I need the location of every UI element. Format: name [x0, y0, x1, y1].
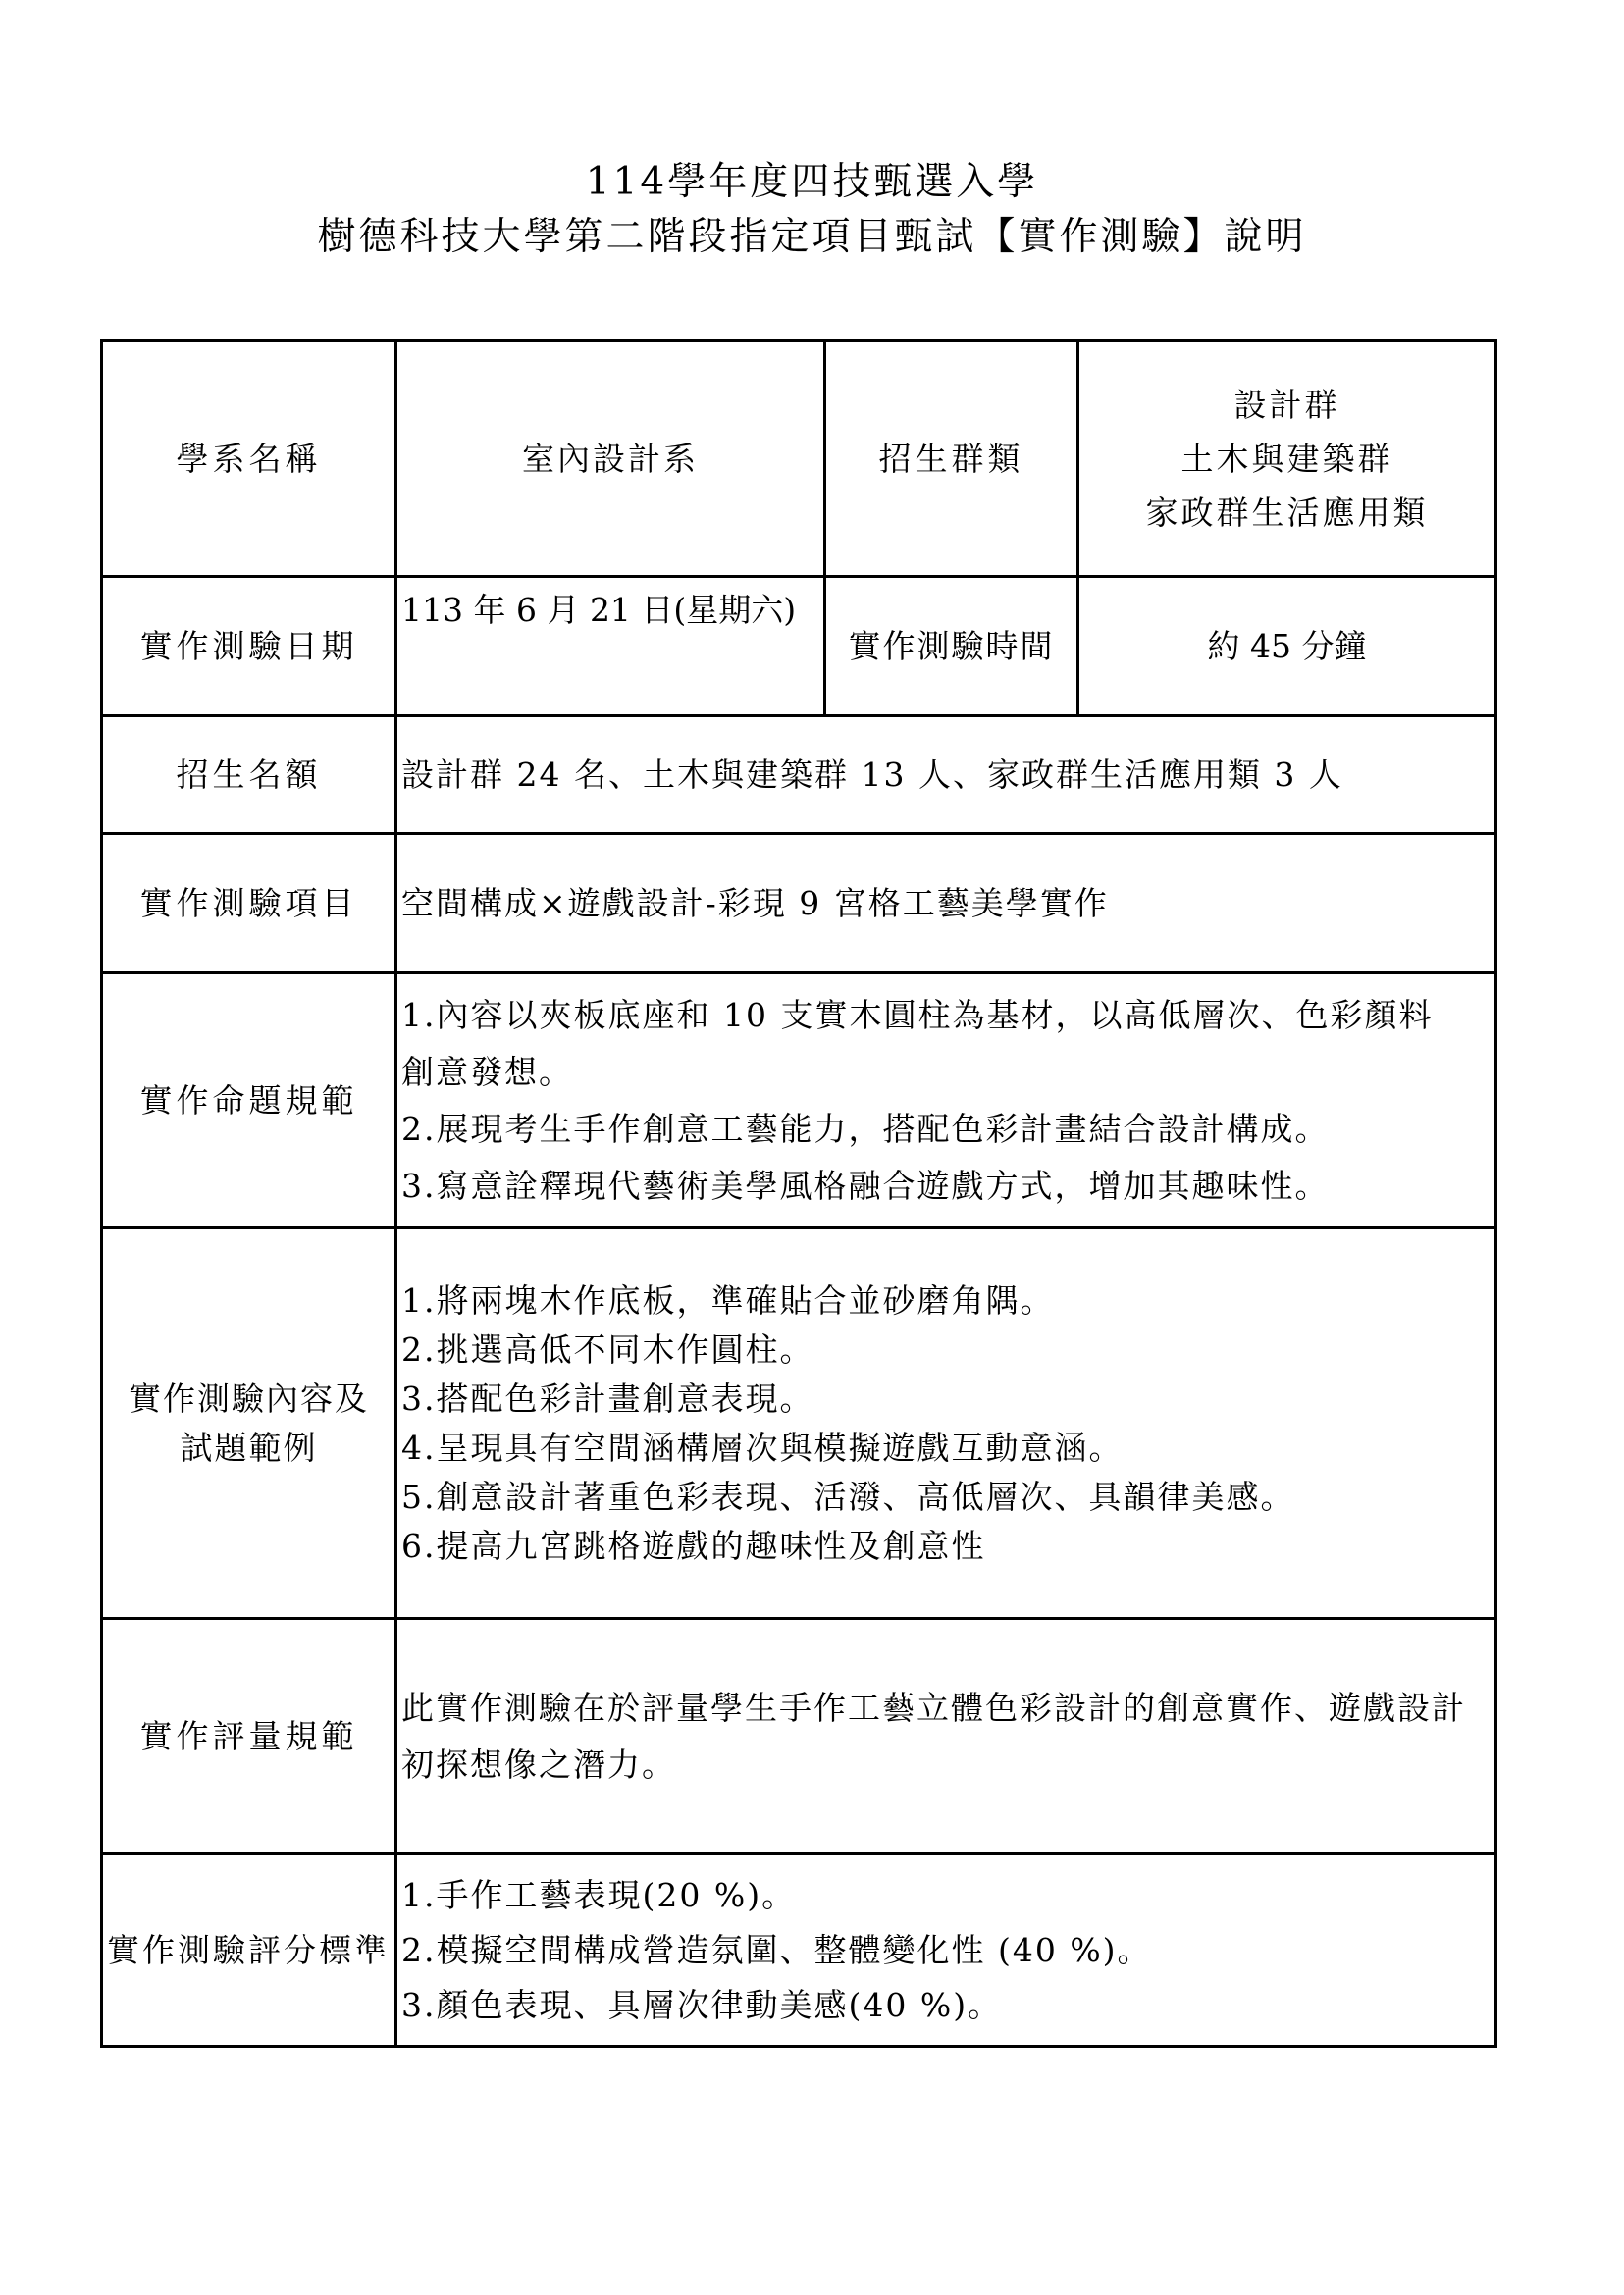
spec-item-1: 1.內容以夾板底座和 10 支實木圓柱為基材，以高低層次、色彩顏料創意發想。 — [401, 995, 1434, 1091]
content-label — [102, 1228, 396, 1619]
dept-value: 室內設計系 — [396, 341, 825, 577]
document-title-line-2: 樹德科技大學第二階段指定項目甄試【實作測驗】說明 — [317, 215, 1307, 259]
score-item-2: 2.模擬空間構成營造氛圍、整體變化性 (40 %)。 — [401, 1930, 1152, 1969]
quota-label: 招生名額 — [102, 716, 396, 834]
quota-value: 設計群 24 名、土木與建築群 13 人、家政群生活應用類 3 人 — [396, 716, 1496, 834]
row-scoring — [102, 1854, 1496, 2047]
score-item-3: 3.顏色表現、具層次律動美感(40 %)。 — [401, 1985, 1003, 2024]
time-value: 約 45 分鐘 — [1078, 577, 1496, 716]
eval-label: 實作評量規範 — [102, 1619, 396, 1854]
content-label-line-2: 試題範例 — [180, 1428, 318, 1467]
content-item-2: 2.挑選高低不同木作圓柱。 — [401, 1330, 814, 1369]
spec-item-2: 2.展現考生手作創意工藝能力，搭配色彩計畫結合設計構成。 — [401, 1109, 1330, 1148]
group-value-3: 家政群生活應用類 — [1145, 494, 1429, 532]
row-content — [102, 1228, 1496, 1619]
spec-label: 實作命題規範 — [102, 973, 396, 1228]
content-item-5: 5.創意設計著重色彩表現、活潑、高低層次、具韻律美感。 — [401, 1477, 1295, 1516]
score-item-1: 1.手作工藝表現(20 %)。 — [401, 1875, 797, 1914]
row-date — [102, 577, 1496, 716]
row-department — [102, 341, 1496, 577]
exam-info-table — [100, 339, 1497, 2048]
document-title-line-1: 114學年度四技甄選入學 — [585, 160, 1039, 204]
item-label: 實作測驗項目 — [102, 834, 396, 973]
dept-label: 學系名稱 — [102, 341, 396, 577]
document-header — [0, 155, 1624, 265]
time-label: 實作測驗時間 — [825, 577, 1078, 716]
group-value-2: 土木與建築群 — [1180, 440, 1393, 478]
spec-list — [396, 973, 1496, 1228]
row-spec — [102, 973, 1496, 1228]
item-value: 空間構成×遊戲設計-彩現 9 宮格工藝美學實作 — [396, 834, 1496, 973]
content-item-3: 3.搭配色彩計畫創意表現。 — [401, 1379, 814, 1418]
eval-value: 此實作測驗在於評量學生手作工藝立體色彩設計的創意實作、遊戲設計初探想像之潛力。 — [396, 1619, 1496, 1854]
score-label: 實作測驗評分標準 — [102, 1854, 396, 2047]
date-label: 實作測驗日期 — [102, 577, 396, 716]
group-label: 招生群類 — [825, 341, 1078, 577]
row-quota — [102, 716, 1496, 834]
spec-item-3: 3.寫意詮釋現代藝術美學風格融合遊戲方式，增加其趣味性。 — [401, 1166, 1330, 1205]
content-item-6: 6.提高九宮跳格遊戲的趣味性及創意性 — [401, 1526, 986, 1565]
row-item — [102, 834, 1496, 973]
score-list — [396, 1854, 1496, 2047]
date-value: 113 年 6 月 21 日(星期六) — [396, 577, 825, 716]
content-item-4: 4.呈現具有空間涵構層次與模擬遊戲互動意涵。 — [401, 1428, 1124, 1467]
content-list — [396, 1228, 1496, 1619]
group-value-1: 設計群 — [1233, 386, 1340, 424]
content-label-line-1: 實作測驗內容及 — [129, 1379, 369, 1418]
row-evaluation — [102, 1619, 1496, 1854]
content-item-1: 1.將兩塊木作底板，準確貼合並砂磨角隅。 — [401, 1280, 1055, 1320]
group-values — [1078, 341, 1496, 577]
